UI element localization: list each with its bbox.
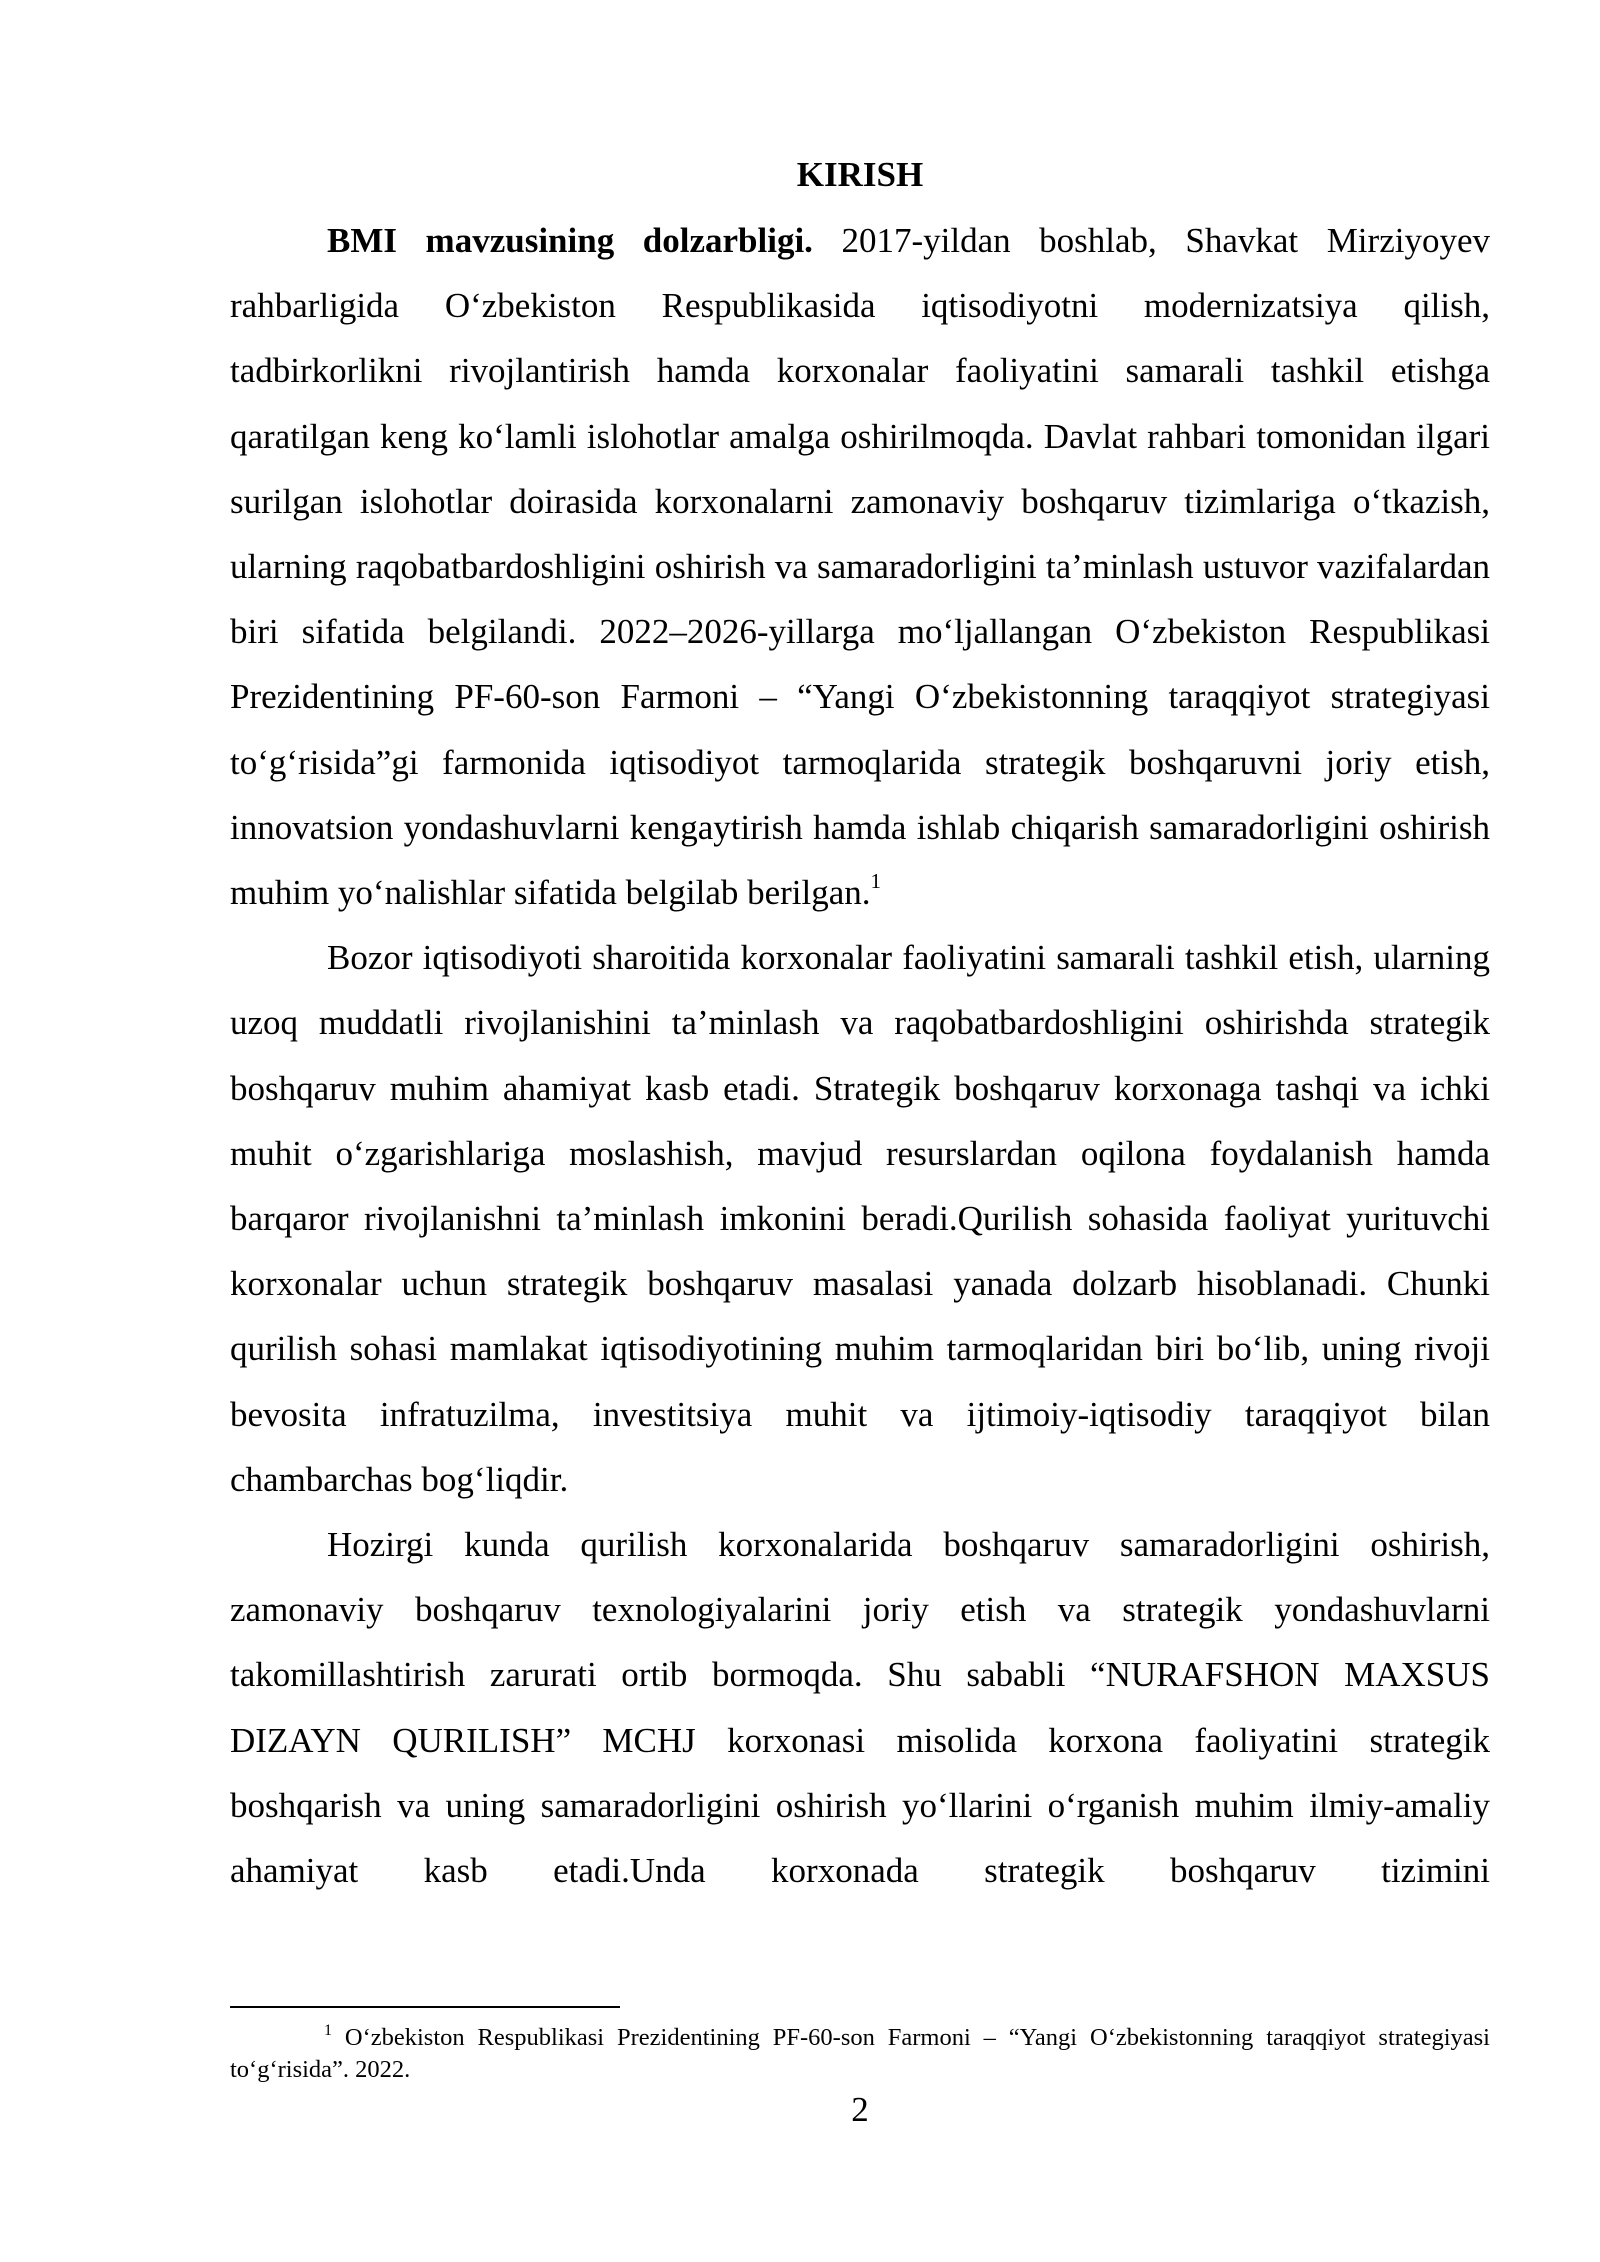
footnote-marker: 1 bbox=[324, 2022, 332, 2039]
paragraph-current-state bbox=[230, 1512, 1490, 1903]
footnote-separator bbox=[230, 2006, 620, 2008]
paragraph-market-economy bbox=[230, 925, 1490, 1512]
paragraph-text: Hozirgi kunda qurilish korxonalarida boshqaruv samaradorligini oshirish, zamonaviy boshqaruv texnologiyalarini joriy etish va strategik yondashuvlarni takomillashtirish zarurati ortib bormoqda. Shu sababli “NURAFSHON MAXSUS DIZAYN QURILISH” MCHJ korxonasi misolida korxona faoliyatini strategik boshqarish va uning samaradorligini oshirish yo‘llarini o‘rganish muhim ilmiy-amaliy ahamiyat kasb etadi.Unda korxonada strategik boshqaruv tizimini bbox=[230, 1525, 1490, 1891]
paragraph-relevance bbox=[230, 208, 1490, 925]
paragraph-text: 2017-yildan boshlab, Shavkat Mirziyoyev rahbarligida O‘zbekiston Respublikasida iqtisodiyotni modernizatsiya qilish, tadbirkorlikni rivojlantirish hamda korxonalar faoliyatini samarali tashkil etishga qaratilgan keng ko‘lamli islohotlar amalga oshirilmoqda. Davlat rahbari tomonidan ilgari surilgan islohotlar doirasida korxonalarni zamonaviy boshqaruv tizimlariga o‘tkazish, ularning raqobatbardoshligini oshirish va samaradorligini ta’minlash ustuvor vazifalardan biri sifatida belgilandi. 2022–2026-yillarga mo‘ljallangan O‘zbekiston Respublikasi Prezidentining PF-60-son Farmoni – “Yangi O‘zbekistonning taraqqiyot strategiyasi to‘g‘risida”gi farmonida iqtisodiyot tarmoqlarida strategik boshqaruvni joriy etish, innovatsion yondashuvlarni kengaytirish hamda ishlab chiqarish samaradorligini oshirish muhim yo‘nalishlar sifatida belgilab berilgan. bbox=[230, 221, 1490, 913]
page-number: 2 bbox=[851, 2090, 869, 2129]
page-title: KIRISH bbox=[796, 155, 924, 194]
body-text bbox=[230, 208, 1490, 1903]
paragraph-lead: BMI mavzusining dolzarbligi. bbox=[327, 221, 813, 260]
footnote bbox=[230, 2022, 1490, 2086]
footnote-text: O‘zbekiston Respublikasi Prezidentining PF-60-son Farmoni – “Yangi O‘zbekistonning taraqqiyot strategiyasi to‘g‘risida”. 2022. bbox=[230, 2024, 1490, 2083]
footnote-reference[interactable]: 1 bbox=[870, 869, 882, 894]
paragraph-text: Bozor iqtisodiyoti sharoitida korxonalar faoliyatini samarali tashkil etish, ularning uzoq muddatli rivojlanishini ta’minlash va raqobatbardoshligini oshirishda strategik boshqaruv muhim ahamiyat kasb etadi. Strategik boshqaruv korxonaga tashqi va ichki muhit o‘zgarishlariga moslashish, mavjud resurslardan oqilona foydalanish hamda barqaror rivojlanishni ta’minlash imkonini beradi.Qurilish sohasida faoliyat yurituvchi korxonalar uchun strategik boshqaruv masalasi yanada dolzarb hisoblanadi. Chunki qurilish sohasi mamlakat iqtisodiyotining muhim tarmoqlaridan biri bo‘lib, uning rivoji bevosita infratuzilma, investitsiya muhit va ijtimoiy-iqtisodiy taraqqiyot bilan chambarchas bog‘liqdir. bbox=[230, 938, 1490, 1499]
